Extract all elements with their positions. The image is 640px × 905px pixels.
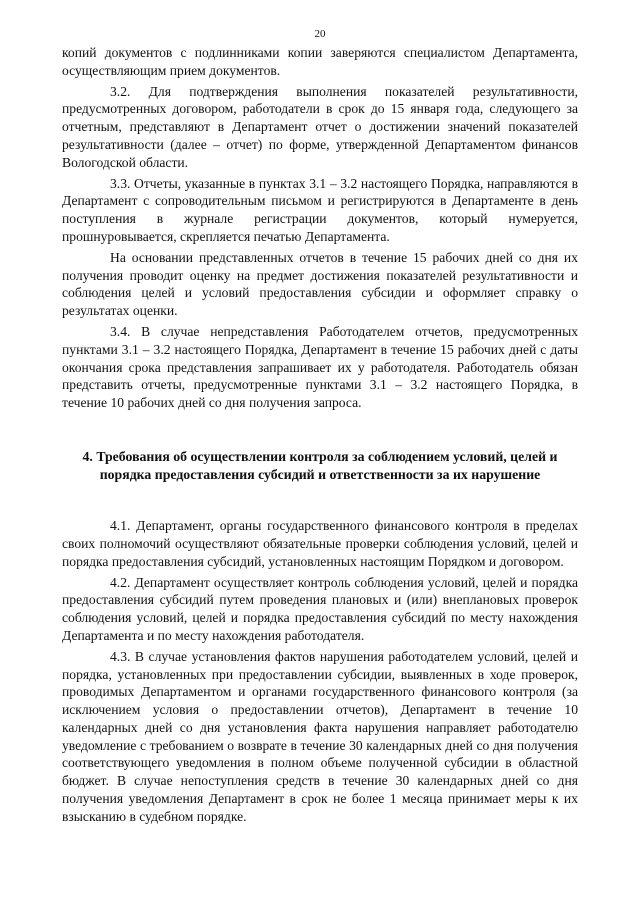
section-heading: 4. Требования об осуществлении контроля за соблюдением условий, целей и порядка предоставления субсидий и ответственности за их нарушение <box>82 448 558 482</box>
page-number: 20 <box>314 28 326 40</box>
document-body <box>62 44 578 826</box>
paragraph-continuation: копий документов с подлинниками копии заверяются специалистом Департамента, осуществляющим прием документов. <box>62 45 578 78</box>
paragraph-3-4: 3.4. В случае непредставления Работодателем отчетов, предусмотренных пунктами 3.1 – 3.2 настоящего Порядка, Департамент в течение 15 рабочих дней с даты окончания срока представления запрашивает их у работодателя. Работодатель обязан представить отчеты, предусмотренные пунктами 3.1 – 3.2 настоящего Порядка, в течение 10 рабочих дней со дня получения запроса. <box>62 323 578 411</box>
paragraph-4-2: 4.2. Департамент осуществляет контроль соблюдения условий, целей и порядка предоставления субсидий путем проведения плановых и (или) внеплановых проверок соблюдения условий, целей и порядка предоставления субсидий по месту нахождения Департамента и по месту нахождения работодателя. <box>62 574 578 643</box>
paragraph-3-2: 3.2. Для подтверждения выполнения показателей результативности, предусмотренных договором, работодатели в срок до 15 января года, следующего за отчетным, представляют в Департамент отчет о достижении значений показателей результативности (далее – отчет) по форме, утвержденной Департаментом финансов Вологодской области. <box>62 83 578 170</box>
paragraph-4-1: 4.1. Департамент, органы государственного финансового контроля в пределах своих полномочий осуществляют обязательные проверки соблюдения условий, целей и порядка предоставления субсидий, установленных настоящим Порядком и договором. <box>62 518 578 569</box>
paragraph-4-3: 4.3. В случае установления фактов нарушения работодателем условий, целей и порядка, установленных при предоставлении субсидии, выявленных в ходе проверок, проводимых Департаментом и органами государственного финансового контроля (за исключением условия о предоставлении отчетов), Департамент в течение 10 календарных дней со дня установления факта нарушения направляет работодателю уведомление с требованием о возврате в течение 30 календарных дней со дня получения соответствующего уведомления в полном объеме полученной субсидии в областной бюджет. В случае непоступления средств в течение 30 календарных дней со дня получения уведомления Департамент в срок не более 1 месяца принимает меры к их взысканию в судебном порядке. <box>62 648 578 824</box>
paragraph-3-3: 3.3. Отчеты, указанные в пунктах 3.1 – 3.2 настоящего Порядка, направляются в Департамент с сопроводительным письмом и регистрируются в Департаменте в день поступления в журнале регистрации документов, который нумеруется, прошнуровывается, скрепляется печатью Департамента. <box>62 175 578 244</box>
paragraph-assessment: На основании представленных отчетов в течение 15 рабочих дней со дня их получения проводит оценку на предмет достижения показателей результативности и соблюдения целей и условий предоставления субсидии и оформляет справку о результатах оценки. <box>62 249 578 319</box>
